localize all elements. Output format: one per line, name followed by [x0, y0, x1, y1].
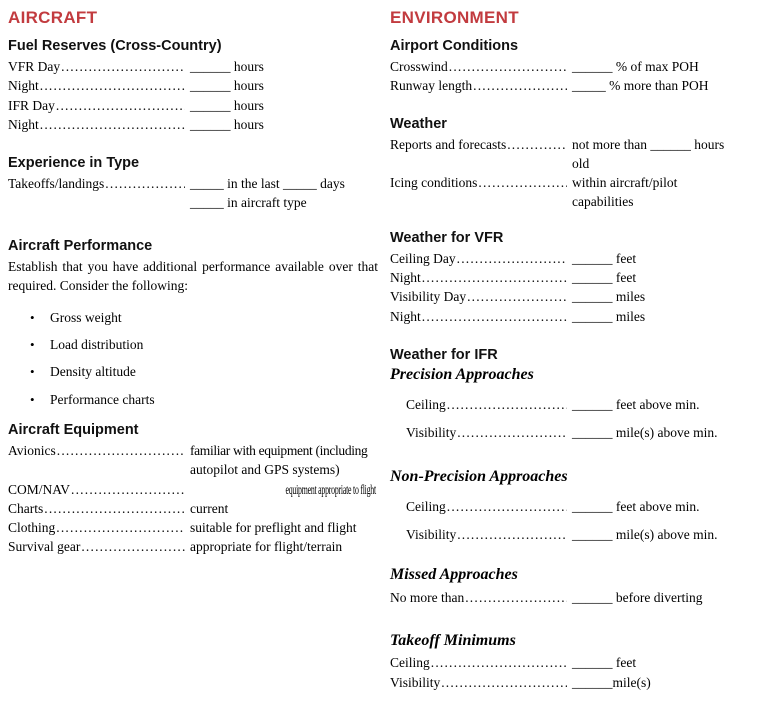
row-value: ______ feet above min.	[572, 396, 700, 412]
row-label: COM/NAV	[8, 481, 71, 497]
row-label: Ceiling Day	[390, 250, 456, 266]
dot-leader	[81, 537, 185, 556]
fuel-reserves-heading: Fuel Reserves (Cross-Country)	[8, 38, 222, 54]
section-aircraft-equipment	[8, 421, 378, 557]
row-value: ______ feet above min.	[572, 498, 700, 514]
row-value: ______ hours	[190, 59, 264, 74]
row-value	[185, 480, 378, 499]
dot-leader	[57, 441, 185, 460]
row-value: old	[572, 155, 590, 171]
row-value: ______ feet	[572, 250, 637, 266]
row-icing-conditions	[390, 173, 763, 192]
aircraft-title: AIRCRAFT	[8, 8, 98, 27]
row-value: _____ in aircraft type	[190, 195, 307, 211]
dot-leader	[441, 673, 567, 692]
environment-column	[390, 8, 763, 705]
row-value: within aircraft/pilot	[572, 175, 678, 191]
weather-heading: Weather	[390, 115, 447, 132]
dot-leader	[61, 57, 185, 76]
bullet-item: • Performance charts	[8, 390, 378, 409]
experience-heading: Experience in Type	[8, 155, 140, 172]
row-value: ______ hours	[190, 78, 264, 94]
section-weather	[390, 115, 763, 212]
row-takeoff-visibility	[390, 673, 763, 692]
row-value: ______ hours	[190, 116, 264, 132]
row-icing-continuation	[390, 192, 763, 211]
row-value: ______ hours	[190, 97, 264, 113]
dot-leader	[465, 588, 567, 607]
row-label: Takeoffs/landings	[8, 176, 105, 192]
row-comnav	[8, 480, 378, 499]
row-avionics-continuation	[8, 460, 378, 479]
precision-approaches-heading: Precision Approaches	[390, 365, 534, 383]
performance-bullet-list	[8, 308, 378, 409]
missed-approaches-heading: Missed Approaches	[390, 566, 518, 584]
section-aircraft-performance	[8, 237, 378, 409]
row-visibility-night	[390, 307, 763, 326]
row-precision-ceiling	[390, 395, 763, 414]
row-charts	[8, 499, 378, 518]
row-label: Clothing	[8, 520, 56, 536]
dot-leader	[422, 268, 567, 287]
dot-leader	[467, 287, 567, 306]
row-label: Visibility	[406, 425, 457, 441]
row-ifr-night	[8, 115, 378, 134]
row-reports-continuation	[390, 154, 763, 173]
dot-leader	[431, 653, 567, 672]
row-value: appropriate for flight/terrain	[190, 539, 343, 555]
dot-leader	[507, 135, 567, 154]
dot-leader	[478, 173, 567, 192]
dot-leader	[457, 423, 567, 442]
equipment-heading: Aircraft Equipment	[8, 421, 139, 438]
row-value: ______ miles	[572, 308, 646, 324]
row-label: Survival gear	[8, 539, 81, 555]
dot-leader	[447, 395, 567, 414]
row-missed-no-more-than	[390, 588, 763, 607]
row-label: Runway length	[390, 78, 473, 94]
dot-leader	[473, 76, 567, 95]
row-runway-length	[390, 76, 763, 95]
compressed-text: equipment appropriate to flight	[285, 481, 376, 497]
dot-leader	[422, 307, 567, 326]
dot-leader	[447, 497, 567, 516]
row-value: ______ % of max POH	[572, 59, 699, 74]
row-value: capabilities	[572, 194, 634, 210]
row-ceiling-night	[390, 268, 763, 287]
row-value: autopilot and GPS systems)	[190, 462, 340, 478]
dot-leader	[457, 249, 567, 268]
row-label: Ceiling	[406, 498, 446, 514]
row-reports-forecasts	[390, 135, 763, 154]
row-precision-visibility	[390, 423, 763, 442]
dot-leader	[457, 525, 567, 544]
row-value: ______ before diverting	[572, 590, 703, 606]
row-value: ______mile(s)	[572, 674, 651, 690]
row-visibility-day	[390, 287, 763, 306]
row-ifr-day	[8, 96, 378, 115]
row-value: current	[190, 500, 229, 516]
row-ceiling-day	[390, 249, 763, 268]
row-takeoffs-landings	[8, 174, 378, 193]
section-experience-in-type	[8, 154, 378, 213]
row-label: No more than	[390, 590, 465, 606]
section-weather-for-ifr	[390, 346, 763, 443]
row-label: Charts	[8, 500, 44, 516]
row-avionics	[8, 441, 378, 460]
row-value: _____ in the last _____ days	[190, 176, 345, 192]
row-value: _____ % more than POH	[572, 78, 709, 94]
bullet-item: • Density altitude	[8, 362, 378, 381]
row-label: IFR Day	[8, 97, 55, 113]
row-vfr-day	[8, 57, 378, 76]
row-nonprecision-visibility	[390, 525, 763, 544]
takeoff-minimums-heading: Takeoff Minimums	[390, 632, 516, 650]
row-label: Avionics	[8, 442, 56, 458]
row-label: Icing conditions	[390, 175, 478, 191]
row-value: ______ feet	[572, 655, 637, 671]
dot-leader	[40, 76, 185, 95]
row-label: Night	[390, 308, 421, 324]
bullet-item: • Gross weight	[8, 308, 378, 327]
section-weather-for-vfr	[390, 229, 763, 326]
row-crosswind	[390, 57, 763, 76]
row-takeoffs-continuation	[8, 193, 378, 212]
row-label: Visibility	[390, 674, 441, 690]
section-fuel-reserves	[8, 37, 378, 134]
row-value: suitable for preflight and flight	[190, 520, 357, 536]
performance-heading: Aircraft Performance	[8, 237, 153, 254]
row-takeoff-ceiling	[390, 653, 763, 672]
weather-ifr-heading: Weather for IFR	[390, 346, 498, 363]
dot-leader	[71, 480, 185, 499]
airport-conditions-heading: Airport Conditions	[390, 38, 519, 54]
row-nonprecision-ceiling	[390, 497, 763, 516]
dot-leader	[44, 499, 185, 518]
row-label: Crosswind	[390, 59, 448, 74]
section-airport-conditions	[390, 37, 763, 96]
row-label: VFR Day	[8, 59, 61, 74]
section-nonprecision-approaches	[390, 467, 763, 545]
row-clothing	[8, 518, 378, 537]
row-value: ______ feet	[572, 270, 637, 286]
dot-leader	[40, 115, 185, 134]
row-label: Ceiling	[390, 655, 430, 671]
row-label: Night	[8, 116, 39, 132]
row-value: ______ mile(s) above min.	[572, 425, 718, 441]
aircraft-column	[8, 8, 378, 705]
row-label: Night	[390, 270, 421, 286]
section-missed-approaches	[390, 565, 763, 607]
environment-title: ENVIRONMENT	[390, 8, 519, 27]
dot-leader	[449, 57, 567, 76]
dot-leader	[56, 518, 185, 537]
weather-vfr-heading: Weather for VFR	[390, 229, 504, 246]
row-label: Reports and forecasts	[390, 136, 507, 152]
nonprecision-approaches-heading: Non-Precision Approaches	[390, 467, 568, 485]
row-label: Ceiling	[406, 396, 446, 412]
row-survival-gear	[8, 537, 378, 556]
bullet-item: • Load distribution	[8, 335, 378, 354]
row-vfr-night	[8, 76, 378, 95]
row-label: Visibility Day	[390, 289, 467, 305]
section-takeoff-minimums	[390, 631, 763, 692]
row-label: Visibility	[406, 526, 457, 542]
row-label: Night	[8, 78, 39, 94]
row-value: ______ miles	[572, 289, 646, 305]
row-value: familiar with equipment (including	[190, 442, 368, 458]
row-value: not more than ______ hours	[572, 136, 725, 152]
row-value: ______ mile(s) above min.	[572, 526, 718, 542]
dot-leader	[105, 174, 185, 193]
performance-paragraph: Establish that you have additional performance available over that required. Consider the following:	[8, 258, 378, 294]
dot-leader	[56, 96, 185, 115]
